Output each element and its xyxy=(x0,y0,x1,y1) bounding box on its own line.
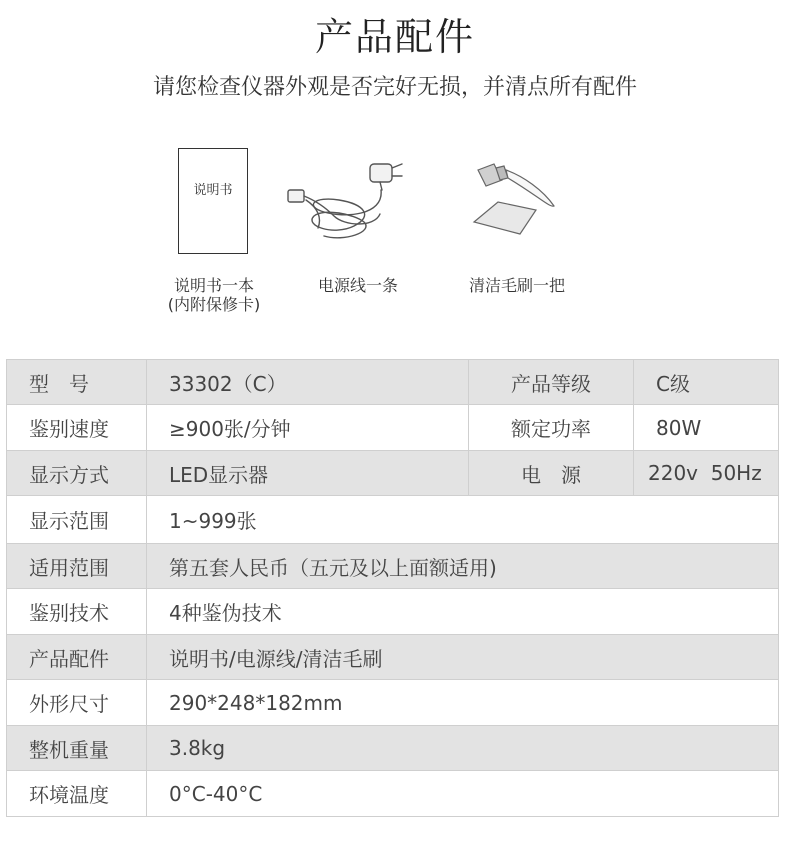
table-row xyxy=(7,544,779,589)
spec-value: 第五套人民币（五元及以上面额适用) xyxy=(147,544,779,589)
spec-value: 290*248*182mm xyxy=(147,680,779,726)
accessory-manual-label xyxy=(158,276,270,314)
spec-label: 外形尺寸 xyxy=(7,680,147,726)
spec-label: 鉴别速度 xyxy=(7,405,147,451)
spec-label: 显示范围 xyxy=(7,496,147,544)
table-row xyxy=(7,635,779,680)
spec-label: 整机重量 xyxy=(7,726,147,771)
spec-label: 环境温度 xyxy=(7,771,147,817)
spec-label: 电 源 xyxy=(469,451,634,496)
spec-value: 80W xyxy=(634,405,779,451)
spec-label: 适用范围 xyxy=(7,544,147,589)
spec-value: 3.8kg xyxy=(147,726,779,771)
manual-icon-text: 说明书 xyxy=(193,183,233,198)
spec-value: 33302（C） xyxy=(147,360,469,405)
page-subtitle: 请您检查仪器外观是否完好无损，并清点所有配件 xyxy=(152,75,637,100)
spec-value: LED显示器 xyxy=(147,451,469,496)
table-row xyxy=(7,360,779,405)
spec-label: 产品等级 xyxy=(469,360,634,405)
spec-value: C级 xyxy=(634,360,779,405)
spec-label: 额定功率 xyxy=(469,405,634,451)
spec-table xyxy=(6,359,779,817)
spec-label: 产品配件 xyxy=(7,635,147,680)
accessory-brush-label: 清洁毛刷一把 xyxy=(468,276,565,295)
power-cord-icon xyxy=(284,156,416,248)
spec-value: 0°C-40°C xyxy=(147,771,779,817)
table-row xyxy=(7,451,779,496)
page-title: 产品配件 xyxy=(314,15,475,59)
cleaning-brush-icon xyxy=(468,160,560,238)
accessory-manual-label-line2: (内附保修卡) xyxy=(167,295,261,314)
manual-icon xyxy=(178,148,248,254)
spec-label: 鉴别技术 xyxy=(7,589,147,635)
table-row xyxy=(7,771,779,817)
table-row xyxy=(7,726,779,771)
spec-value: ≥900张/分钟 xyxy=(147,405,469,451)
accessory-power-cord-label: 电源线一条 xyxy=(317,276,398,295)
accessory-manual-label-line1: 说明书一本 xyxy=(173,276,254,295)
spec-value: 220v 50Hz xyxy=(634,451,779,496)
table-row xyxy=(7,680,779,726)
spec-label: 显示方式 xyxy=(7,451,147,496)
spec-value: 4种鉴伪技术 xyxy=(147,589,779,635)
table-row xyxy=(7,496,779,544)
table-row xyxy=(7,589,779,635)
spec-value: 说明书/电源线/清洁毛刷 xyxy=(147,635,779,680)
spec-label: 型 号 xyxy=(7,360,147,405)
spec-value: 1~999张 xyxy=(147,496,779,544)
table-row xyxy=(7,405,779,451)
